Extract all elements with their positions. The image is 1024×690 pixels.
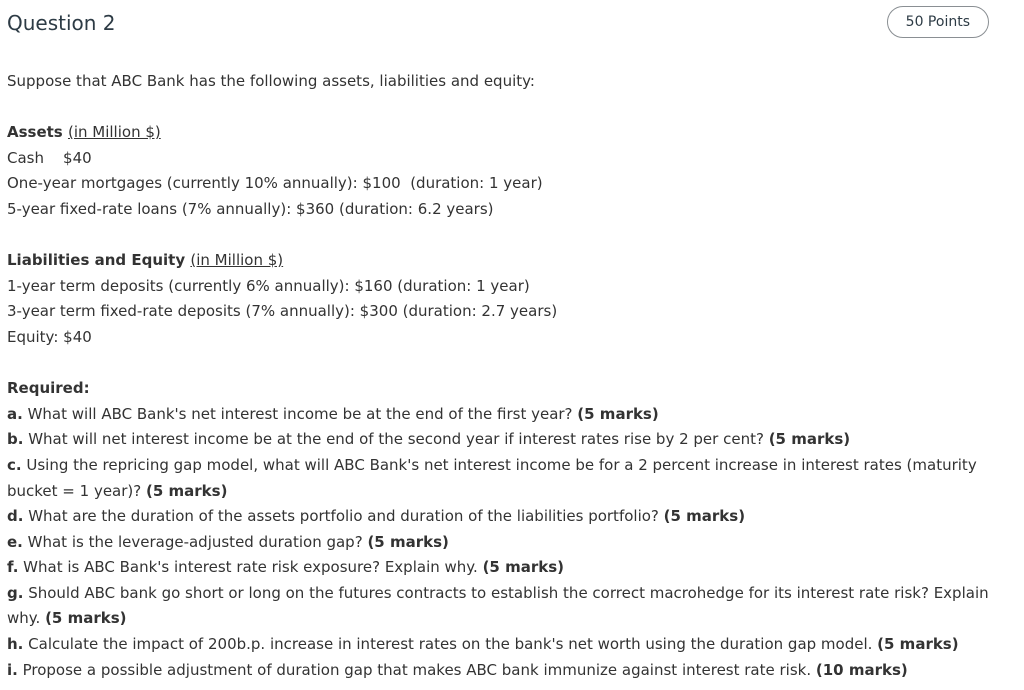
required-item-i: [7, 658, 1017, 684]
required-item-a: [7, 402, 1017, 428]
item-text: What will net interest income be at the end of the second year if interest rates rise by 2 per cent?: [23, 430, 769, 449]
required-item-b: [7, 427, 1017, 453]
liabilities-heading-label: Liabilities and Equity: [7, 251, 186, 270]
intro-text: Suppose that ABC Bank has the following assets, liabilities and equity:: [7, 72, 535, 90]
item-marks: (5 marks): [663, 507, 746, 526]
required-heading: Required:: [7, 379, 90, 398]
item-label: i.: [7, 660, 18, 679]
item-marks: (5 marks): [45, 609, 127, 628]
item-text: What is the leverage-adjusted duration gap?: [22, 532, 368, 551]
asset-line: 5-year fixed-rate loans (7% annually): $360 (duration: 6.2 years): [7, 199, 494, 218]
item-label: c.: [7, 455, 22, 474]
points-badge: 50 Points: [887, 6, 989, 38]
liabilities-unit: (in Million $): [190, 251, 284, 270]
item-label: e.: [7, 532, 23, 551]
item-label: h.: [7, 635, 24, 654]
item-label: f.: [7, 558, 19, 577]
item-label: g.: [7, 583, 24, 602]
required-item-d: [7, 504, 1017, 530]
item-marks: (5 marks): [482, 558, 564, 577]
required-item-c: [7, 453, 1017, 504]
item-text: Should ABC bank go short or long on the futures contracts to establish the correct macrohedge for its interest rate risk? Explain why.: [7, 583, 989, 628]
item-text: What is ABC Bank's interest rate risk exposure? Explain why.: [18, 558, 483, 577]
item-label: d.: [7, 507, 24, 526]
item-marks: (5 marks): [146, 481, 228, 500]
item-text: Calculate the impact of 200b.p. increase in interest rates on the bank's net worth using the duration gap model.: [23, 635, 878, 654]
assets-unit: (in Million $): [67, 123, 161, 142]
question-header: [7, 10, 989, 40]
asset-line: One-year mortgages (currently 10% annually): $100 (duration: 1 year): [7, 174, 543, 193]
liability-line: Equity: $40: [7, 327, 92, 346]
required-item-g: [7, 581, 1017, 632]
liability-line: 1-year term deposits (currently 6% annually): $160 (duration: 1 year): [7, 276, 530, 295]
liabilities-heading: [7, 248, 1017, 274]
question-title: Question 2: [7, 11, 116, 35]
item-marks: (5 marks): [768, 430, 851, 449]
item-label: b.: [7, 430, 24, 449]
required-item-f: [7, 555, 1017, 581]
required-item-e: [7, 530, 1017, 556]
item-text: Propose a possible adjustment of duration gap that makes ABC bank immunize against interest rate risk.: [17, 660, 816, 679]
assets-heading: [7, 120, 1017, 146]
item-marks: (5 marks): [577, 404, 659, 423]
item-label: a.: [7, 404, 23, 423]
asset-line: Cash $40: [7, 148, 92, 167]
question-body: [7, 69, 1017, 683]
item-marks: (10 marks): [815, 660, 908, 679]
item-marks: (5 marks): [877, 635, 959, 654]
liability-line: 3-year term fixed-rate deposits (7% annually): $300 (duration: 2.7 years): [7, 302, 558, 321]
item-text: Using the repricing gap model, what will ABC Bank's net interest income be for a 2 percent increase in interest rates (maturity bucket = 1 year)?: [7, 455, 977, 500]
required-item-h: [7, 632, 1017, 658]
assets-heading-label: Assets: [7, 123, 63, 142]
item-text: What will ABC Bank's net interest income be at the end of the first year?: [22, 404, 578, 423]
item-marks: (5 marks): [367, 532, 449, 551]
item-text: What are the duration of the assets portfolio and duration of the liabilities portfolio?: [23, 507, 664, 526]
